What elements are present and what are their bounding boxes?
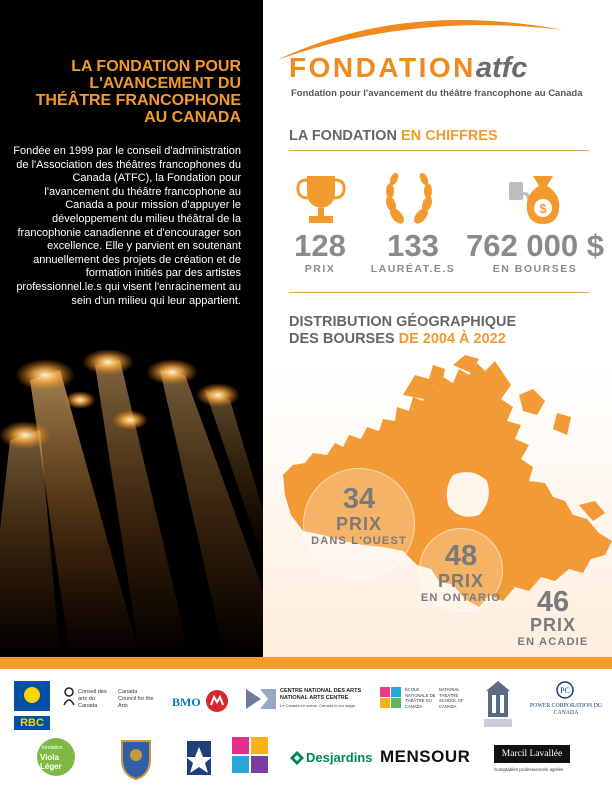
- distribution-title-accent: DE 2004 À 2022: [398, 331, 506, 347]
- distribution-title: [289, 314, 516, 348]
- ent-icon: [380, 687, 402, 709]
- region-label: DANS L'OUEST: [311, 535, 407, 547]
- desjardins-icon: [290, 751, 304, 765]
- rbc-lion-icon: [14, 681, 50, 711]
- left-panel: [0, 0, 263, 657]
- bmo-roundel-icon: [206, 690, 228, 712]
- region-count: 48: [444, 540, 478, 572]
- logo: [289, 52, 527, 85]
- ent-english: NATIONAL THEATRE SCHOOL OF CANADA: [439, 687, 464, 709]
- orange-band: [0, 657, 612, 669]
- stat-label: EN BOURSES: [492, 263, 578, 275]
- ent-french: ÉCOLE NATIONALE DE THÉÂTRE DU CANADA: [405, 687, 436, 709]
- money-bag-icon: [503, 170, 567, 226]
- region-count: 34: [342, 483, 376, 515]
- power-corp-emblem: [556, 681, 574, 699]
- region-prix: PRIX: [335, 514, 382, 534]
- viola-small: fondation: [42, 745, 63, 751]
- stat-label: PRIX: [304, 263, 336, 275]
- nac-icon: [246, 689, 276, 709]
- mission-text: Fondée en 1999 par le conseil d'administration de l'Association des théâtres francophones du Canada (ATFC), la Fondation pour l'avancement du théâtre francophone au Canada a pour mission d'appuyer le développement du milieu théâtral de la francophonie canadienne et d'encourager son excellence. Elle y parvient en soutenant annuellement des projets de création et de formation initiés par des artistes professionnel.le.s qui visent l'enracinement au sein d'un milieu qui leur appartient.: [13, 145, 241, 307]
- distribution-title-line1: DISTRIBUTION GÉOGRAPHIQUE: [289, 314, 517, 330]
- power-corp-text: POWER CORPORATION DU CANADA: [529, 703, 603, 716]
- stat-value: 133: [387, 228, 439, 263]
- nac-title: CENTRE NATIONAL DES ARTS NATIONAL ARTS CENTRE: [280, 688, 362, 701]
- region-label: EN ONTARIO: [420, 592, 502, 604]
- logo-word: FONDATION: [289, 52, 476, 83]
- region-prix: PRIX: [529, 615, 576, 635]
- logo-subtitle: Fondation pour l'avancement du théâtre francophone au Canada: [291, 88, 583, 99]
- figures-title-main: LA FONDATION: [289, 128, 397, 144]
- figures-title: [289, 128, 498, 145]
- canada-council-icon: [62, 687, 76, 707]
- theatre-action-logo: [184, 735, 214, 781]
- rbc-logo: [14, 681, 50, 729]
- stage-lights-image: [0, 330, 263, 657]
- stat-value: 128: [294, 228, 346, 263]
- nac-tagline: Le Canada en scène. Canada is our stage.: [280, 703, 357, 708]
- marcil-tagline: Comptables professionnels agréés: [494, 767, 564, 772]
- colorful-squares-logo: [232, 737, 268, 773]
- bmo-text: BMO: [172, 695, 201, 709]
- divider: [289, 292, 589, 293]
- figures-title-accent: EN CHIFFRES: [400, 128, 498, 144]
- stat-label: LAURÉAT.E.S: [370, 263, 456, 275]
- distribution-title-line2: DES BOURSES: [289, 331, 395, 347]
- laurel-icon: [380, 172, 438, 226]
- crest-logo: [118, 735, 154, 781]
- rbc-text: RBC: [14, 716, 50, 730]
- viola-leger: Viola Léger: [40, 753, 62, 771]
- stat-value: 762 000 $: [466, 228, 604, 263]
- region-prix: PRIX: [437, 571, 484, 591]
- divider: [289, 150, 589, 151]
- svg-text:PC: PC: [560, 686, 570, 695]
- right-panel: [263, 0, 612, 657]
- svg-text:$: $: [539, 201, 547, 216]
- region-label: EN ACADIE: [517, 636, 589, 648]
- region-count: 46: [536, 586, 570, 618]
- left-title: LA FONDATION POUR L'AVANCEMENT DU THÉÂTRE FRANCOPHONE AU CANADA: [35, 58, 241, 126]
- marcil-lavallee-logo: Marcil Lavallée: [494, 745, 570, 763]
- mensour-text: MENSOUR: [380, 747, 471, 766]
- sponsor-logos: [0, 669, 612, 792]
- logo-atfc: atfc: [475, 52, 528, 84]
- trophy-icon: [293, 172, 349, 226]
- monument-logo: [484, 681, 512, 727]
- canada-council-en: Canada Council for the Arts: [118, 689, 154, 709]
- canada-council-fr: Conseil des arts du Canada: [78, 689, 107, 709]
- desjardins-text: Desjardins: [306, 750, 373, 765]
